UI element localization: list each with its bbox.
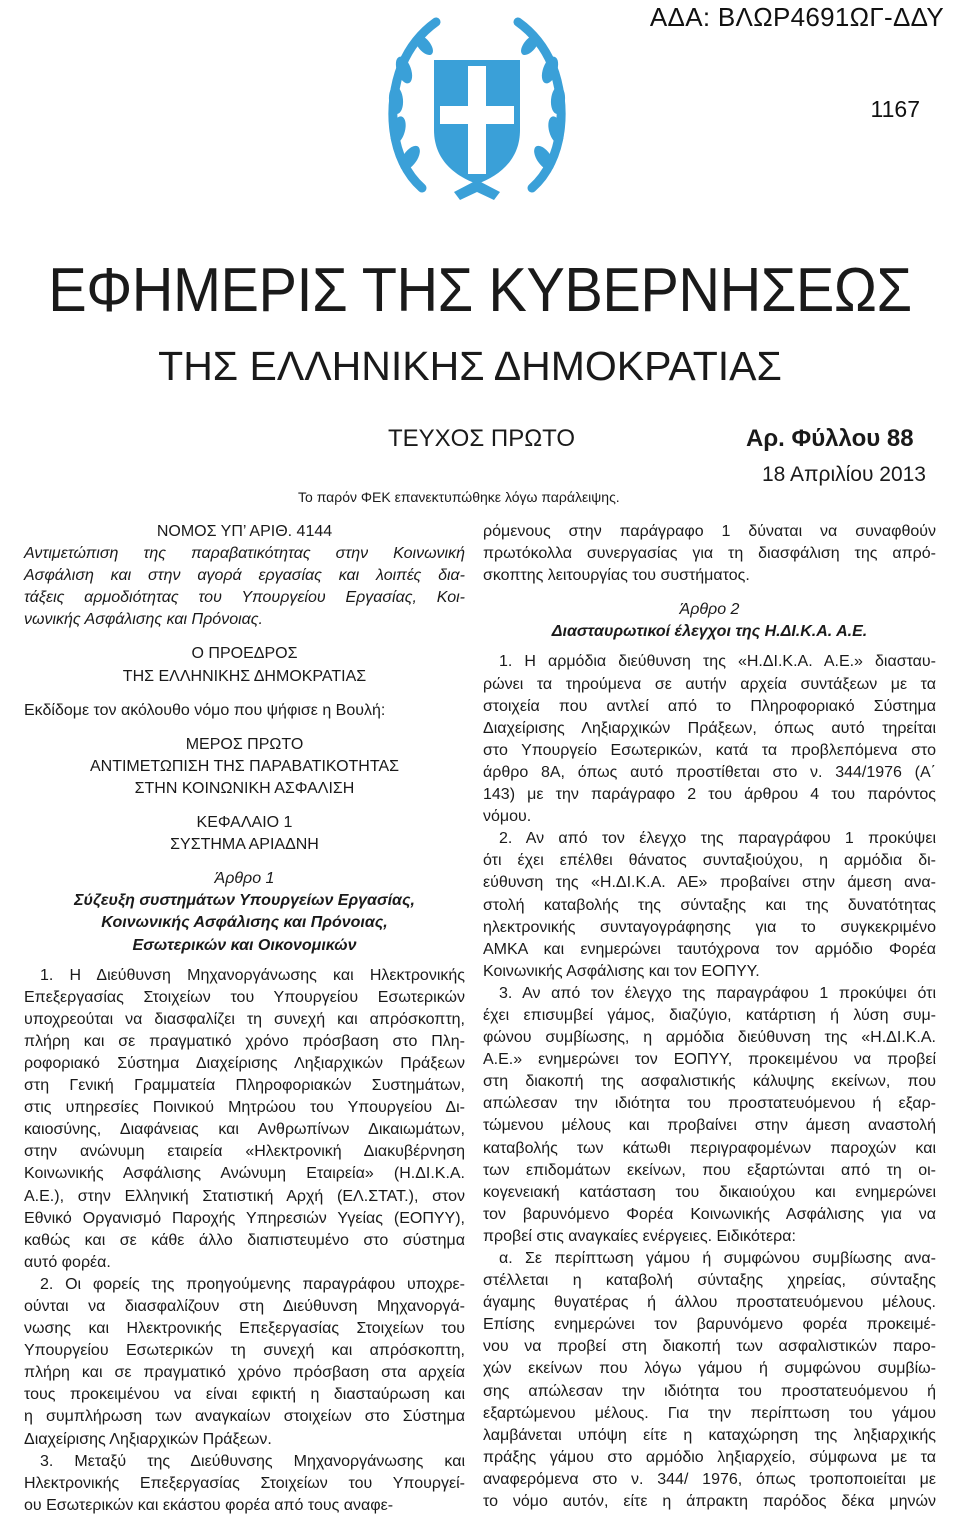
text-line: 3. Μεταξύ της Διεύθυνσης Μηχανοργάνωσης και [40, 1452, 465, 1470]
text-line: Διαχείρισης Ληξιαρχικών Πράξεων, όπως αυτό τηρείται [483, 719, 936, 737]
text-line: άγαμης θυγατέρας ή άλλου προστατευόμενου μέλους. [483, 1294, 936, 1312]
text-line: το νόμο αυτόν, είτε η άπρακτη παρόδος δέκα μηνών [483, 1493, 936, 1511]
text-line: ότι έχει επέλθει θάνατος συνταξιούχου, η αρμόδια δι- [483, 852, 936, 870]
president-heading: ΤΗΣ ΕΛΛΗΝΙΚΗΣ ΔΗΜΟΚΡΑΤΙΑΣ [122, 667, 367, 685]
text-line: στοιχεία που αντλεί από το Πληροφοριακό Σύστημα [483, 697, 936, 715]
left-column [24, 521, 465, 1517]
text-line: αυτό φορέα. [24, 1253, 111, 1271]
chapter-heading: ΚΕΦΑΛΑΙΟ 1 [196, 814, 293, 832]
paragraph [24, 1274, 465, 1451]
sheet-number: Αρ. Φύλλου 88 [746, 425, 914, 452]
article-title: Σύζευξη συστημάτων Υπουργείων Εργασίας, [74, 892, 415, 910]
reprint-note: Το παρόν ΦΕΚ επανεκτυπώθηκε λόγω παράλειψης. [298, 489, 620, 505]
continuation-text [483, 521, 936, 587]
text-line: στις υπηρεσίες Ποινικού Μητρώου του Υπουργείου Δι- [24, 1099, 465, 1117]
text-line: ούνται να διασφαλίζουν στη Διεύθυνση Μηχανοργά- [24, 1298, 465, 1315]
text-line: πρωτόκολλα συνεργασίας για τη διασφάλιση της απρό- [483, 545, 936, 563]
part-heading: ΑΝΤΙΜΕΤΩΠΙΣΗ ΤΗΣ ΠΑΡΑΒΑΤΙΚΟΤΗΤΑΣ [89, 757, 399, 775]
law-title-line: τάξεις αρμοδιότητας του Υπουργείου Εργασίας, Κοι- [24, 589, 465, 607]
text-line: ροφοριακό Σύστημα Διαχείρισης Ληξιαρχικών Πράξεων [24, 1054, 465, 1072]
article-heading: Άρθρο 2 [679, 601, 740, 619]
president-heading: Ο ΠΡΟΕΔΡΟΣ [191, 645, 298, 663]
text-line: στολή καταβολής της σύνταξης και της δυνατότητας [483, 896, 936, 914]
text-line: τώμενου μέλους και προβαίνει στην άμεση αναστολή [483, 1117, 936, 1135]
text-line: απώλεσαν την ιδιότητα του προστατευόμενου ή εξαρ- [483, 1095, 936, 1113]
gazette-subtitle: ΤΗΣ ΕΛΛΗΝΙΚΗΣ ΔΗΜΟΚΡΑΤΙΑΣ [158, 343, 782, 389]
greek-coat-of-arms-logo [384, 10, 570, 210]
text-line: στην ανώνυμη εταιρεία «Ηλεκτρονική Διακυβέρνηση [24, 1143, 465, 1161]
text-line: υποχρεούται να διασφαλίζει τη συνεχή και απρόσκοπτη, [24, 1010, 465, 1028]
text-line: Α.Ε.), στην Ελληνική Στατιστική Αρχή (ΕΛ.ΣΤΑΤ.), στον [24, 1187, 465, 1205]
text-line: εύθυνση της «Η.ΔΙ.Κ.Α. ΑΕ» προβαίνει στην άμεση ανα- [483, 874, 936, 892]
article-title: Κοινωνικής Ασφάλισης και Πρόνοιας, [101, 914, 388, 932]
text-line: Α.Ε.» ενημερώνει τον ΕΟΠΥΥ, προκειμένου να προβεί [483, 1051, 936, 1069]
text-line: νωσης και Ηλεκτρονικής Επεξεργασίας Στοιχείων του [24, 1320, 465, 1338]
article-title: Εσωτερικών και Οικονομικών [132, 936, 357, 954]
paragraph [24, 1451, 465, 1517]
gazette-title: ΕΦΗΜΕΡΙΣ ΤΗΣ ΚΥΒΕΡΝΗΣΕΩΣ [48, 256, 912, 325]
chapter-heading: ΣΥΣΤΗΜΑ ΑΡΙΑΔΝΗ [170, 836, 319, 854]
right-paragraphs [483, 651, 936, 1513]
text-line: στέλλεται η καταβολή σύνταξης χηρείας, σύνταξης [483, 1272, 936, 1290]
paragraph [483, 983, 936, 1248]
text-line: 2. Οι φορείς της προηγούμενης παραγράφου υποχρε- [40, 1275, 465, 1293]
ada-code: ΑΔΑ: ΒΛΩΡ4691ΩΓ-ΔΔΥ [649, 2, 944, 32]
text-line: η συμπλήρωση των αναγκαίων στοιχείων στο Σύστημα [24, 1408, 465, 1426]
text-line: ου Εσωτερικών και εκάστου φορέα από τους αναφε- [24, 1496, 394, 1514]
text-line: Ηλεκτρονικής Επεξεργασίας Στοιχείων του Υπουργεί- [24, 1474, 465, 1492]
text-line: Διαχείρισης Ληξιαρχικών Πράξεων. [24, 1430, 272, 1448]
text-line: ρώνει τα τηρούμενα σε αυτήν αρχεία συντάξεων με τα [483, 675, 936, 693]
text-line: Εθνικό Οργανισμό Παροχής Υπηρεσιών Υγείας (ΕΟΠΥΥ), [24, 1209, 465, 1227]
text-line: λαμβάνεται υπόψη είτε η καταχώρηση της ληξιαρχικής [483, 1426, 936, 1444]
text-line: καθώς και σε κάθε άλλο διαπιστευμένο στο σύστημα [24, 1231, 465, 1249]
enactment-formula: Εκδίδομε τον ακόλουθο νόμο που ψήφισε η Βουλή: [24, 701, 386, 719]
text-line: ρόμενους στην παράγραφο 1 δύναται να συναφθούν [483, 523, 936, 540]
text-line: στο Υπουργείο Εσωτερικών, κατά τα προβλεπόμενα στο [483, 741, 936, 759]
paragraph [24, 965, 465, 1274]
article-heading: Άρθρο 1 [214, 870, 275, 888]
text-line: νόμου. [483, 808, 532, 826]
text-line: 143) με την παράγραφο 2 του άρθρου 4 του παρόντος [483, 786, 936, 804]
text-line: κογενειακή κατάσταση του δικαιούχου και ενημερώνει [483, 1183, 936, 1201]
part-heading: ΣΤΗΝ ΚΟΙΝΩΝΙΚΗ ΑΣΦΑΛΙΣΗ [134, 779, 355, 797]
text-line: Υπουργείου Εσωτερικών τη συνεχή και απρόσκοπτη, [24, 1342, 465, 1360]
text-line: αναφερόμενα στο ν. 344/ 1976, όπως τροποποιείται με [483, 1470, 936, 1488]
text-line: Επίσης ενημερώνει τον βαρυνόμενο φορέα προκειμέ- [483, 1316, 936, 1334]
text-line: πλήρη και σε πραγματικό χρόνο πρόσβαση στο Πλη- [24, 1032, 465, 1050]
left-paragraphs [24, 965, 465, 1517]
text-line: σης απώλεσαν την ιδιότητα του προστατευόμενου ή [483, 1382, 936, 1400]
text-line: νου να προβεί στη διακοπή των ασφαλιστικών παρο- [483, 1338, 936, 1356]
article-title: Διασταυρωτικοί έλεγχοι της Η.ΔΙ.Κ.Α. Α.Ε. [551, 623, 868, 641]
text-line: Κοινωνικής Ασφάλισης και τον ΕΟΠΥΥ. [483, 962, 760, 980]
text-line: 1. Η αρμόδια διεύθυνση της «Η.ΔΙ.Κ.Α. Α.Ε.» διασταυ- [499, 653, 936, 671]
issue-date: 18 Απριλίου 2013 [761, 463, 926, 486]
text-line: τους προκειμένου να είναι εφικτή η διασταύρωση και [24, 1386, 465, 1404]
law-title [24, 543, 465, 631]
text-line: των επιδομάτων εκείνων, που εξαρτώνται από τη οι- [483, 1161, 936, 1179]
text-line: Επεξεργασίας Στοιχείων του Υπουργείου Εσωτερικών [24, 988, 465, 1006]
text-line: α. Σε περίπτωση γάμου ή συμφώνου συμβίωσης ανα- [499, 1250, 936, 1267]
text-line: 2. Αν από τον έλεγχο της παραγράφου 1 προκύψει [499, 830, 936, 848]
text-line: ηλεκτρονικής συνταγογράφησης για το συγκεκριμένο [483, 918, 936, 936]
right-column [483, 521, 936, 1513]
issue-volume: ΤΕΥΧΟΣ ΠΡΩΤΟ [388, 425, 576, 452]
law-number: ΝΟΜΟΣ ΥΠ’ ΑΡΙΘ. 4144 [156, 523, 333, 540]
text-line: πράξης γάμου στο αρμόδιο ληξιαρχείο, σύμφωνα με τα [483, 1448, 936, 1466]
text-line: εξαρτώμενου μέλους. Για την περίπτωση του γάμου [483, 1404, 936, 1422]
text-line: 3. Αν από τον έλεγχο της παραγράφου 1 προκύψει ότι [499, 984, 936, 1002]
text-line: έχει επισυμβεί γάμος, διαζύγιο, κατάρτιση ή λύση συμ- [483, 1006, 936, 1024]
law-title-line: Ασφάλιση και στην αγορά εργασίας και λοιπές δια- [24, 567, 465, 585]
text-line: φώνου συμβίωσης, η αρμόδια διεύθυνση της «Η.ΔΙ.Κ.Α. [483, 1029, 936, 1047]
law-title-line: Αντιμετώπιση της παραβατικότητας στην Κοινωνική [24, 545, 465, 563]
law-title-line: νωνικής Ασφάλισης και Πρόνοιας. [24, 611, 263, 629]
text-line: πλήρη και σε πραγματικό χρόνο πρόσβαση στα αρχεία [24, 1364, 465, 1382]
text-line: 1. Η Διεύθυνση Μηχανοργάνωσης και Ηλεκτρονικής [40, 966, 465, 984]
text-line: άρθρο 8Α, όπως αυτό προστίθεται στο ν. 344/1976 (Α΄ [483, 763, 936, 781]
page-number: 1167 [870, 96, 920, 122]
text-line: ΑΜΚΑ και ενημερώνει ταυτόχρονα τον αρμόδιο Φορέα [483, 940, 936, 958]
text-line: χών εκείνων που λόγω γάμου ή συμφώνου συμβίω- [483, 1360, 936, 1378]
paragraph [483, 651, 936, 828]
part-heading: ΜΕΡΟΣ ΠΡΩΤΟ [185, 735, 304, 753]
text-line: τον βαρυνόμενο Φορέα Κοινωνικής Ασφάλισης για να [483, 1205, 936, 1223]
paragraph [483, 1248, 936, 1513]
text-line: στη διακοπή της ασφαλιστικής κάλυψης εκείνων, που [483, 1073, 936, 1091]
text-line: σκοπτης λειτουργίας του συστήματος. [483, 567, 750, 585]
text-line: προβεί στις αναγκαίες ενέργειες. Ειδικότερα: [483, 1227, 796, 1245]
text-line: Κοινωνικής Ασφάλισης Ανώνυμη Εταιρεία» (Η.ΔΙ.Κ.Α. [24, 1165, 465, 1183]
text-line: καιοσύνης, Διαφάνειας και Ανθρωπίνων Δικαιωμάτων, [24, 1121, 465, 1139]
text-line: καταβολής των κάτωθι περιγραφομένων παροχών και [483, 1139, 936, 1157]
text-line: στη Γενική Γραμματεία Πληροφοριακών Συστημάτων, [24, 1077, 465, 1095]
paragraph [483, 828, 936, 983]
